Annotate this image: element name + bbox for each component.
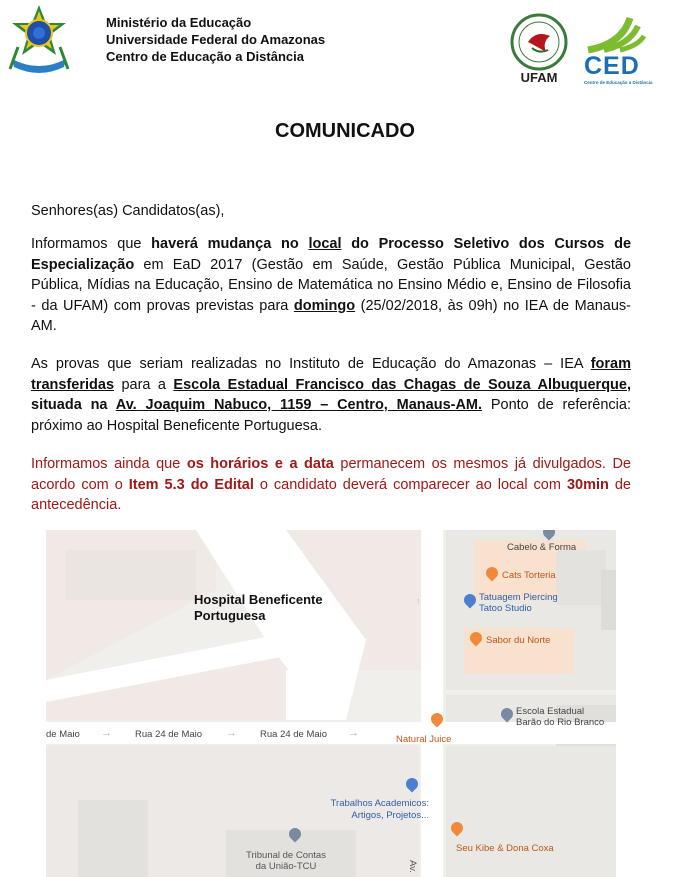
p3-text-e: o candidato deverá comparecer ao local com: [253, 476, 567, 493]
page-title: COMUNICADO: [275, 120, 415, 142]
street-label-1: de Maio: [46, 729, 80, 740]
p1-local: local: [308, 236, 342, 252]
street-label-3: Rua 24 de Maio: [260, 729, 328, 740]
tribunal-line-1: Tribunal de Contas: [246, 850, 326, 861]
paragraph-transferencia: [31, 354, 631, 436]
p2-text-a: As provas que seriam realizadas no Instituto de Educação do Amazonas – IEA: [31, 356, 591, 372]
tatuagem-line-1: Tatuagem Piercing: [479, 592, 558, 603]
p1-text-g: (25/02/2018, às 09h) no IEA de Manaus-AM.: [31, 297, 631, 334]
p1-text-d: do Processo Seletivo dos Cursos de Especialização: [31, 236, 632, 273]
p3-text-a: Informamos ainda que: [31, 456, 187, 472]
poi-tribunal[interactable]: [226, 850, 346, 872]
paragraph-mudanca: [31, 234, 631, 337]
poi-sabor[interactable]: Sabor du Norte: [486, 635, 551, 646]
p1-text-a: Informamos que: [31, 236, 152, 252]
poi-natural-juice[interactable]: Natural Juice: [396, 734, 452, 745]
hospital-line-1: Hospital Beneficente: [194, 592, 323, 607]
poi-escola[interactable]: [516, 706, 604, 728]
street-label-2: Rua 24 de Maio: [135, 729, 203, 740]
p3-30min: 30min: [566, 476, 609, 493]
p2-text-e: situada na: [31, 397, 116, 413]
p1-text-e: em EaD 2017 (Gestão em Saúde, Gestão Pública Municipal, Gestão Pública, Mídias na Educação, Ensino de Matemática no Ensino Médio e, Ensino de Filosofia - da UFAM) com provas previstas para: [31, 256, 631, 314]
arrow-right-icon: →: [101, 727, 112, 739]
escola-line-2: Barão do Rio Branco: [516, 717, 605, 728]
trabalhos-line-1: Trabalhos Academicos:: [330, 798, 429, 809]
p2-escola: Escola Estadual Francisco das Chagas de Souza Albuquerque,: [173, 376, 632, 393]
poi-cats[interactable]: Cats Torteria: [502, 570, 556, 581]
p2-endereco: Av. Joaquim Nabuco, 1159 – Centro, Manaus-AM.: [115, 397, 483, 413]
p3-text-g: de antecedência.: [31, 476, 631, 513]
ufam-logo: [506, 12, 572, 88]
p3-horarios: os horários e a data: [186, 456, 334, 472]
poi-tatuagem[interactable]: [479, 592, 558, 614]
p3-item: Item 5.3 do Edital: [128, 476, 254, 493]
p1-text-b: haverá mudança no: [151, 236, 309, 252]
ufam-logo-text: UFAM: [520, 70, 558, 85]
greeting: Senhores(as) Candidatos(as),: [31, 203, 225, 219]
arrow-up-icon: ↑: [416, 596, 421, 606]
p2-text-c: para a: [114, 376, 174, 393]
tribunal-line-2: da União-TCU: [255, 861, 317, 872]
paragraph-horarios: [31, 454, 631, 516]
arrow-right-icon: →: [348, 727, 359, 739]
header-line-1: Ministério da Educação: [106, 15, 252, 30]
ced-logo-text: CED: [584, 52, 640, 80]
ced-logo: [582, 14, 654, 88]
p1-domingo: domingo: [293, 297, 356, 314]
escola-line-1: Escola Estadual: [516, 706, 585, 717]
trabalhos-line-2: Artigos, Projetos...: [351, 810, 429, 821]
poi-cabelo[interactable]: Cabelo & Forma: [507, 542, 577, 553]
map-label-hospital: [194, 592, 323, 624]
arrow-right-icon: →: [226, 727, 237, 739]
poi-trabalhos[interactable]: [324, 798, 429, 822]
avenue-label: Av.: [407, 860, 418, 873]
header-line-3: Centro de Educação a Distância: [106, 49, 304, 64]
ced-logo-subtitle: Centro de Educação a Distância: [584, 80, 653, 85]
p2-transferidas: foram transferidas: [31, 356, 631, 393]
header-institution: [106, 14, 325, 65]
header-line-2: Universidade Federal do Amazonas: [106, 32, 326, 47]
tatuagem-line-2: Tatoo Studio: [479, 603, 532, 614]
poi-kibe[interactable]: Seu Kibe & Dona Coxa: [456, 843, 554, 854]
brasao-logo: [4, 3, 74, 83]
p3-text-c: permanecem os mesmos já divulgados. De acordo com o: [31, 456, 631, 493]
hospital-line-2: Portuguesa: [194, 608, 266, 623]
p2-text-g: Ponto de referência: próximo ao Hospital Beneficente Portuguesa.: [31, 397, 631, 434]
location-map[interactable]: [46, 530, 616, 877]
